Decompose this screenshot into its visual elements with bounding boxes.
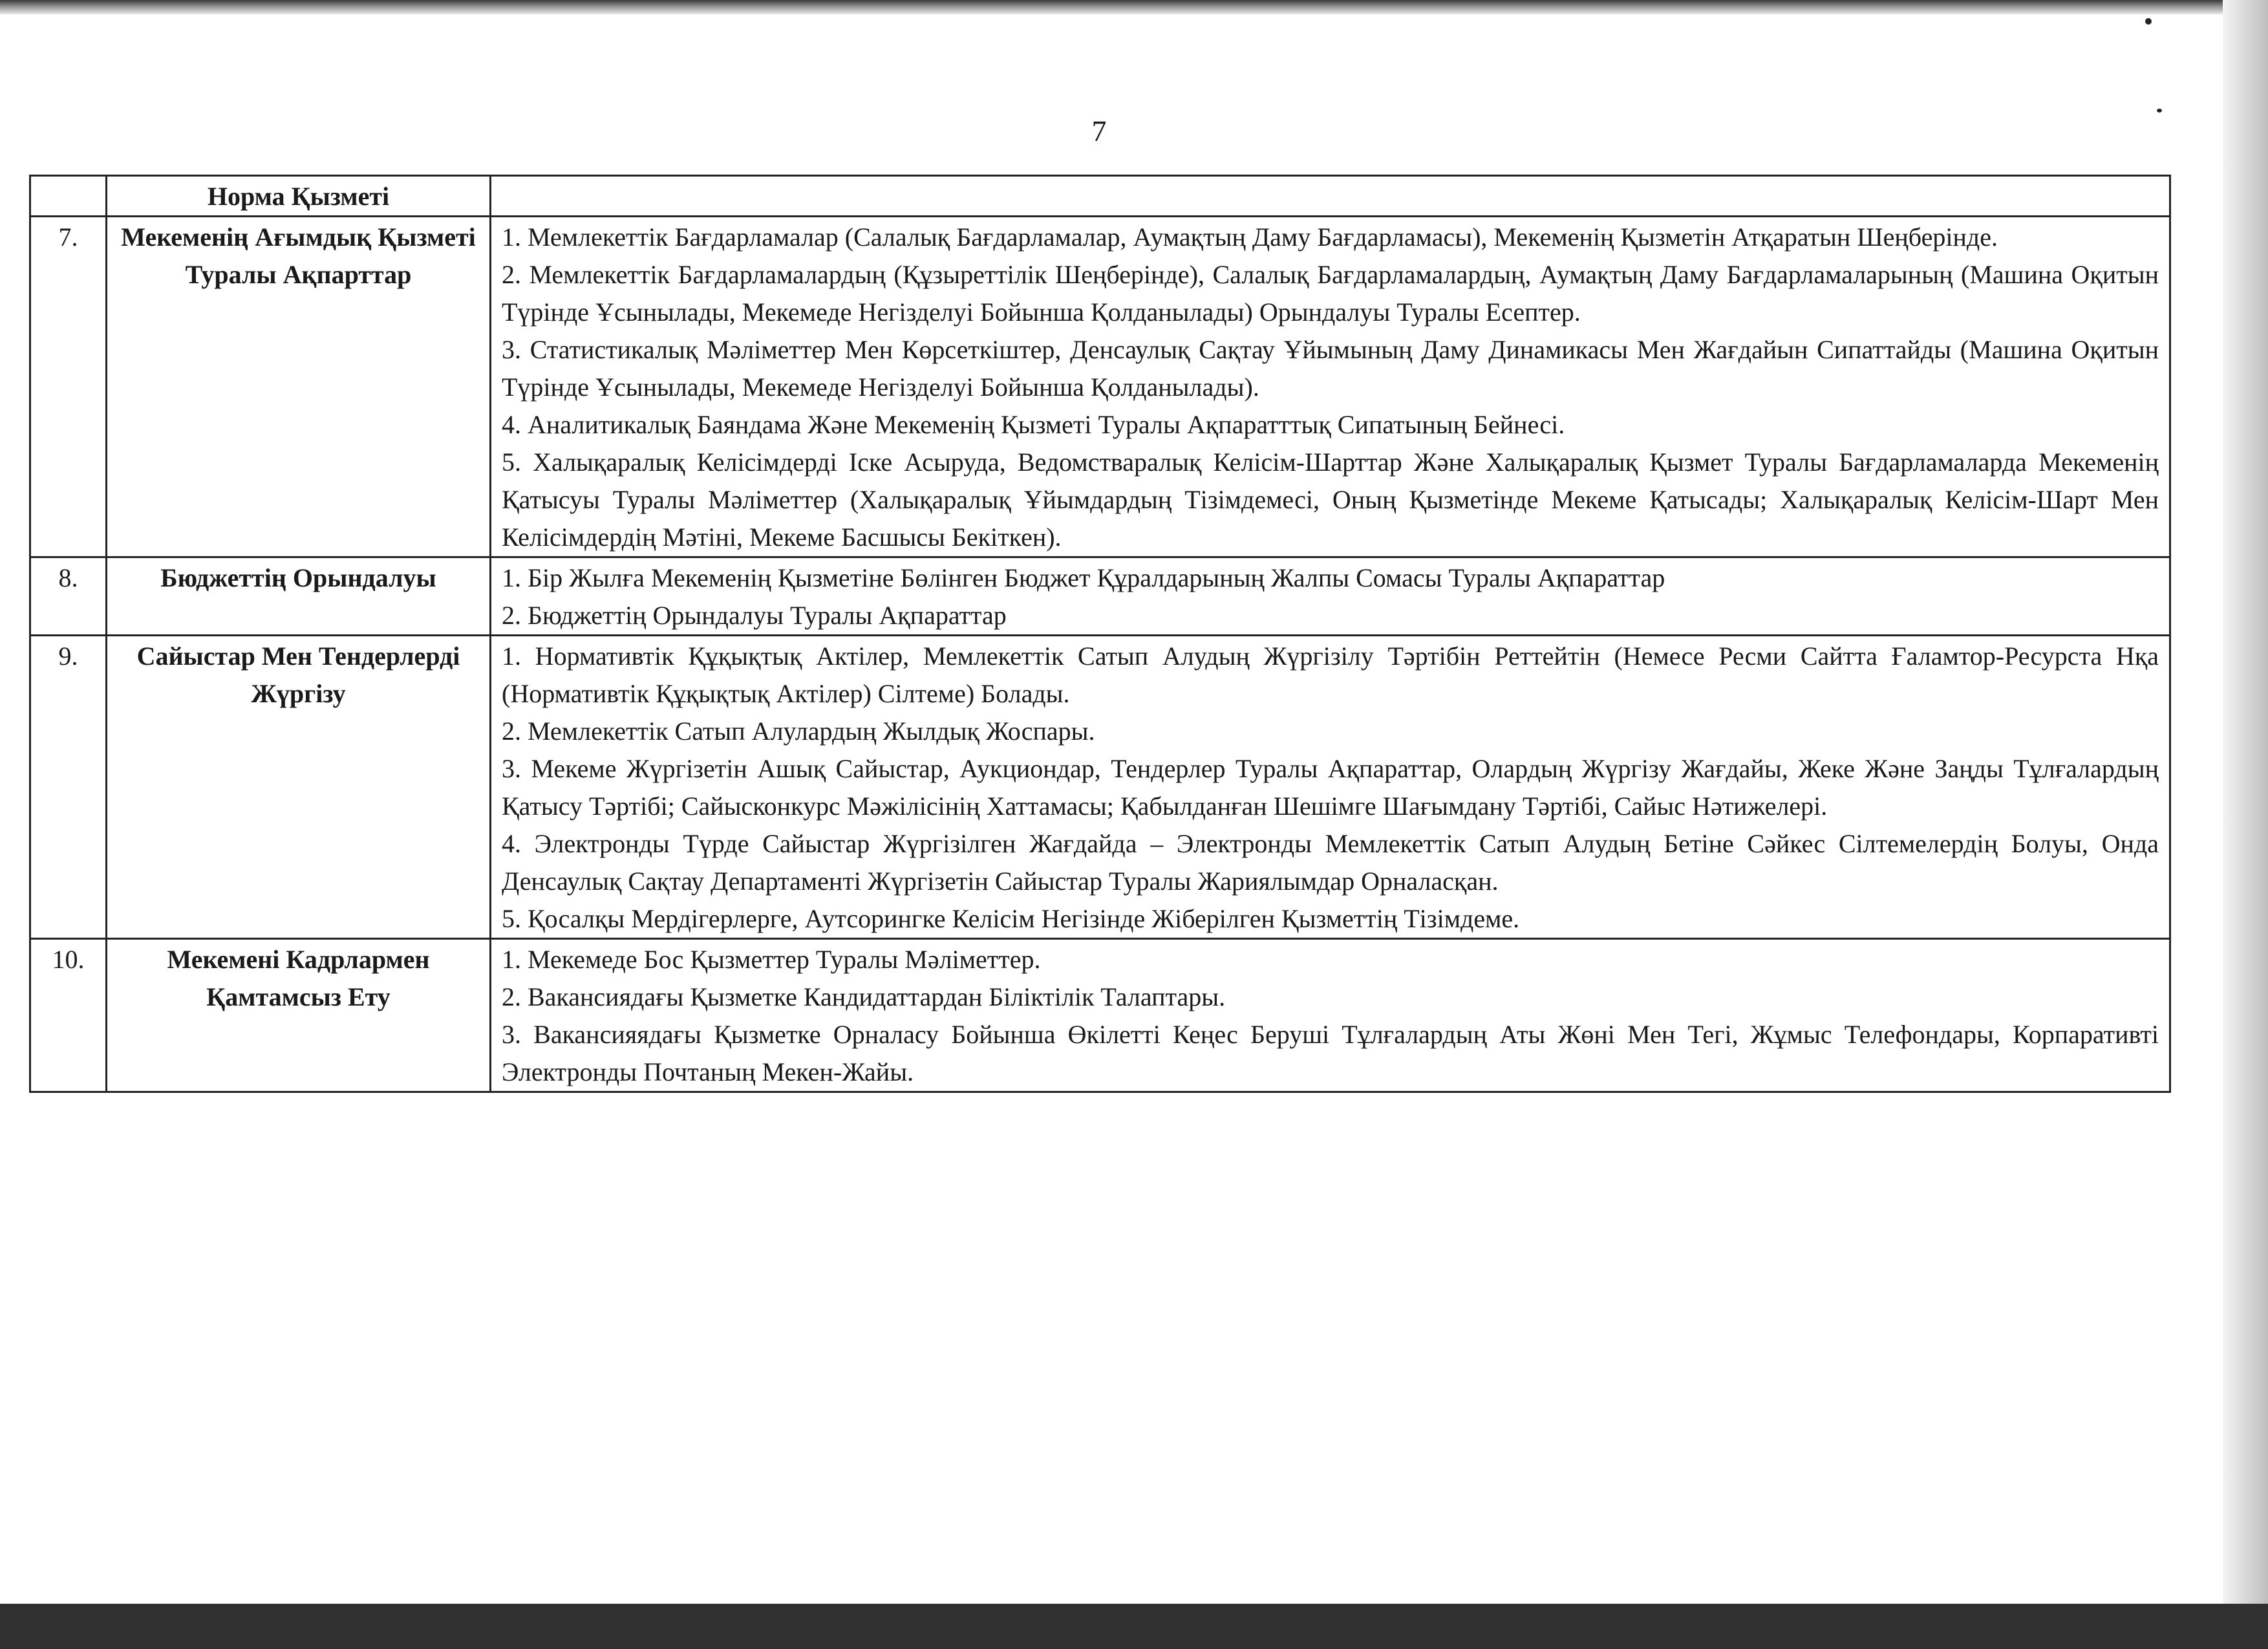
row-content (491, 636, 2170, 939)
list-item: 4. Аналитикалық Баяндама Және Мекеменің Қызметі Туралы Ақпаратттық Сипатының Бейнесі. (502, 410, 1565, 439)
table-row (30, 217, 2170, 557)
list-item: 1. Мекемеде Бос Қызметтер Туралы Мәліметтер. (502, 945, 1041, 974)
list-item: 2. Вакансиядағы Қызметке Кандидаттардан Біліктілік Талаптары. (502, 982, 1226, 1011)
list-item: 1. Нормативтік Құқықтық Актілер, Мемлекеттік Сатып Алудың Жүргізілу Тәртібін Реттейтін (Немесе Ресми Сайтта Ғаламтор-Ресурста Нқа (Нормативтік Құқықтық Актілер) Сілтеме) Болады. (502, 641, 2159, 708)
page-number: 7 (1091, 114, 1107, 147)
document-table (29, 175, 2171, 1093)
header-name-cell: Норма Қызметі (107, 176, 491, 217)
list-item: 3. Вакансияядағы Қызметке Орналасу Бойынша Өкілетті Кеңес Беруші Тұлғалардың Аты Жөні Мен Тегі, Жұмыс Телефондары, Корпаративті Электронды Почтаның Мекен-Жайы. (502, 1020, 2159, 1086)
list-item: 2. Бюджеттің Орындалуы Туралы Ақпараттар (502, 601, 1007, 630)
row-title: Мекемені Кадрлармен Қамтамсыз Ету (107, 939, 491, 1092)
list-item: 1. Бір Жылға Мекеменің Қызметіне Бөлінген Бюджет Құралдарының Жалпы Сомасы Туралы Ақпараттар (502, 563, 1665, 592)
table-row (30, 557, 2170, 636)
list-item: 2. Мемлекеттік Бағдарламалардың (Құзыреттілік Шеңберінде), Салалық Бағдарламалардың, Аумақтың Даму Бағдарламаларының (Машина Оқитын Түрінде Ұсынылады, Мекемеде Негізделуі Бойынша Қолданылады) Орындалуы Туралы Есептер. (502, 260, 2159, 327)
table-row (30, 939, 2170, 1092)
scan-bottom-edge (0, 1604, 2268, 1649)
header-num-cell (30, 176, 107, 217)
table-row (30, 636, 2170, 939)
scan-speck (2145, 18, 2152, 25)
table-header-row (30, 176, 2170, 217)
list-item: 3. Мекеме Жүргізетін Ашық Сайыстар, Аукциондар, Тендерлер Туралы Ақпараттар, Олардың Жүргізу Жағдайы, Жеке Және Заңды Тұлғалардың Қатысу Тәртібі; Сайысконкурс Мәжілісінің Хаттамасы; Қабылданған Шешімге Шағымдану Тәртібі, Сайыс Нәтижелері. (502, 754, 2159, 821)
list-item: 3. Статистикалық Мәліметтер Мен Көрсеткіштер, Денсаулық Сақтау Ұйымының Даму Динамикасы Мен Жағдайын Сипаттайды (Машина Оқитын Түрінде Ұсынылады, Мекемеде Негізделуі Бойынша Қолданылады). (502, 335, 2159, 402)
row-title: Сайыстар Мен Тендерлерді Жүргізу (107, 636, 491, 939)
row-number: 8. (30, 557, 107, 636)
row-number: 9. (30, 636, 107, 939)
row-number: 10. (30, 939, 107, 1092)
list-item: 4. Электронды Түрде Сайыстар Жүргізілген Жағдайда – Электронды Мемлекеттік Сатып Алудың Бетіне Сәйкес Сілтемелердің Болуы, Онда Денсаулық Сақтау Департаменті Жүргізетін Сайыстар Туралы Жариялымдар Орналасқан. (502, 829, 2159, 896)
row-title: Мекеменің Ағымдық Қызметі Туралы Ақпарттар (107, 217, 491, 557)
row-title: Бюджеттің Орындалуы (107, 557, 491, 636)
row-content (491, 217, 2170, 557)
row-content (491, 557, 2170, 636)
row-content (491, 939, 2170, 1092)
scan-top-edge (0, 0, 2268, 14)
list-item: 2. Мемлекеттік Сатып Алулардың Жылдық Жоспары. (502, 717, 1095, 746)
header-body-cell (491, 176, 2170, 217)
list-item: 5. Қосалқы Мердігерлерге, Аутсорингке Келісім Негізінде Жіберілген Қызметтің Тізімдеме. (502, 904, 1520, 933)
list-item: 5. Халықаралық Келісімдерді Іске Асыруда, Ведомстваралық Келісім-Шарттар Және Халықаралық Қызмет Туралы Бағдарламаларда Мекеменің Қатысуы Туралы Мәліметтер (Халықаралық Ұйымдардың Тізімдемесі, Оның Қызметінде Мекеме Қатысады; Халықаралық Келісім-Шарт Мен Келісімдердің Мәтіні, Мекеме Басшысы Бекіткен). (502, 447, 2159, 552)
row-number: 7. (30, 217, 107, 557)
list-item: 1. Мемлекеттік Бағдарламалар (Салалық Бағдарламалар, Аумақтың Даму Бағдарламасы), Мекеменің Қызметін Атқаратын Шеңберінде. (502, 222, 1998, 252)
scan-speck (2157, 109, 2162, 113)
scan-right-edge (2223, 0, 2268, 1604)
